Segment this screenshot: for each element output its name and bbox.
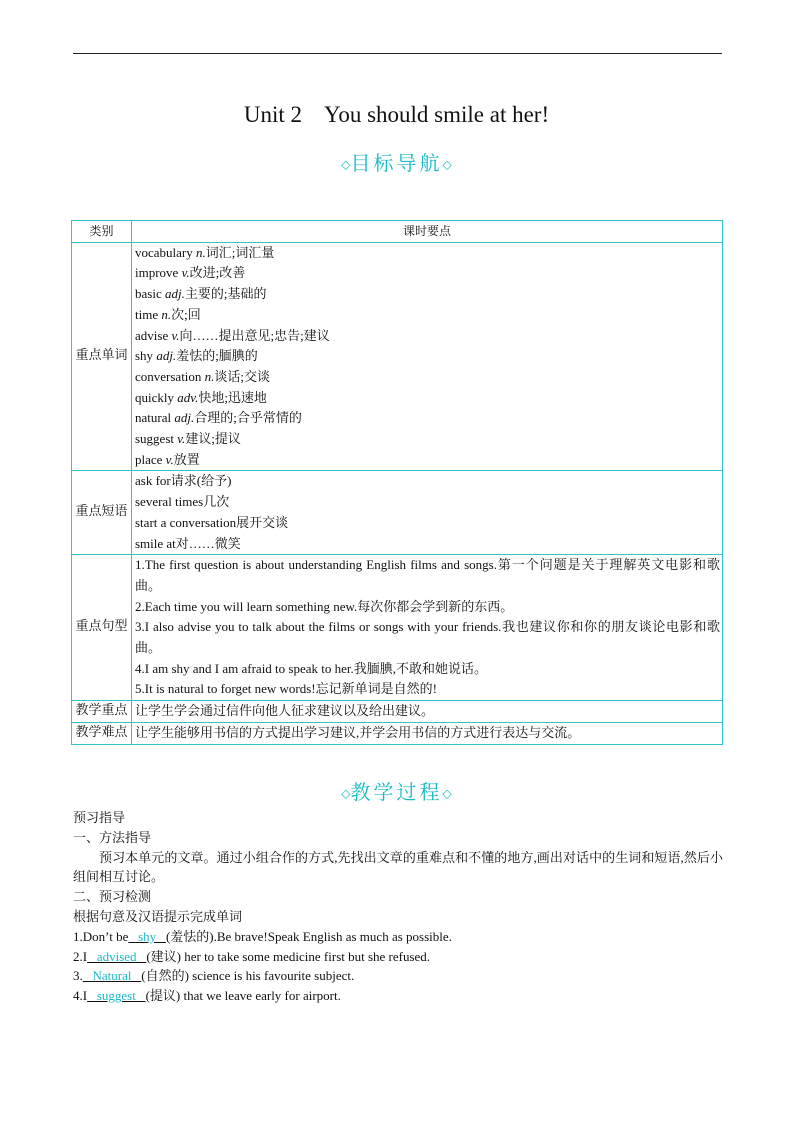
- exercise-answer: advised: [87, 948, 147, 964]
- word-item: [135, 284, 720, 305]
- word-item: [135, 346, 720, 367]
- word-term: suggest: [135, 431, 178, 447]
- difficulty-text: 让学生能够用书信的方式提出学习建议,并学会用书信的方式进行表达与交流。: [132, 722, 723, 744]
- check-title: 二、预习检测: [73, 889, 152, 905]
- sentence-item: 5.It is natural to forget new words!忘记新单词是自然的!: [135, 681, 437, 697]
- exercise-item: [73, 986, 723, 1006]
- word-meaning: 谈话;交谈: [214, 368, 271, 384]
- row-label-phrases: 重点短语: [72, 471, 132, 555]
- diamond-icon: ◇: [442, 157, 452, 172]
- method-text: 预习本单元的文章。通过小组合作的方式,先找出文章的重难点和不懂的地方,画出对话中的生词和短语,然后小组间相互讨论。: [73, 849, 723, 885]
- preview-heading: 预习指导: [73, 810, 126, 825]
- exercise-item: [73, 966, 723, 986]
- focus-text: 让学生学会通过信件向他人征求建议以及给出建议。: [132, 701, 723, 723]
- row-label-sentences: 重点句型: [72, 555, 132, 701]
- word-pos: adj.: [164, 286, 185, 302]
- table-row-sentences: [72, 555, 723, 701]
- word-meaning: 向……提出意见;忠告;建议: [179, 327, 330, 343]
- section-heading-goals-text: 目标导航: [350, 151, 443, 175]
- word-meaning: 合理的;合乎常情的: [194, 410, 302, 426]
- word-item: [135, 263, 720, 284]
- diamond-icon: ◇: [341, 786, 351, 801]
- table-row-difficulty: [72, 722, 723, 744]
- word-term: conversation: [135, 368, 205, 384]
- row-label-difficulty: 教学难点: [72, 722, 132, 744]
- word-term: quickly: [135, 389, 178, 405]
- word-meaning: 次;回: [171, 306, 201, 322]
- diamond-icon: ◇: [341, 157, 351, 172]
- exercise-instruction: 根据句意及汉语提示完成单词: [73, 908, 243, 924]
- word-term: shy: [135, 348, 157, 364]
- exercise-rest: (羞怯的).Be brave!Speak English as much as possible.: [165, 928, 452, 944]
- sentence-item: 1.The first question is about understanding English films and songs.第一个问题是关于理解英文电影和歌曲。: [135, 557, 720, 593]
- exercise-list: [73, 927, 723, 1006]
- word-pos: adj.: [174, 410, 195, 426]
- table-row-words: [72, 242, 723, 471]
- word-meaning: 改进;改善: [189, 265, 246, 281]
- word-term: natural: [135, 410, 175, 426]
- page-title: [0, 102, 793, 128]
- word-item: [135, 243, 720, 264]
- word-pos: n.: [196, 244, 206, 260]
- word-meaning: 快地;迅速地: [198, 389, 267, 405]
- preview-section: [73, 808, 723, 1006]
- phrase-item: ask for请求(给予): [135, 473, 232, 489]
- exercise-item: [73, 927, 723, 947]
- exercise-rest: (提议) that we leave early for airport.: [145, 988, 341, 1004]
- unit-label: Unit 2: [243, 102, 303, 127]
- word-item: [135, 408, 720, 429]
- table-header-row: [72, 221, 723, 243]
- header-points: 课时要点: [132, 221, 723, 243]
- word-meaning: 建议;提议: [185, 431, 241, 447]
- word-item: [135, 450, 720, 471]
- unit-title: You should smile at her!: [324, 102, 550, 127]
- phrase-item: several times几次: [135, 494, 230, 510]
- sentence-item: 3.I also advise you to talk about the films or songs with your friends.我也建议你和你的朋友谈论电影和歌曲。: [135, 619, 720, 656]
- word-item: [135, 388, 720, 409]
- word-pos: v.: [181, 265, 190, 281]
- exercise-answer: shy: [128, 928, 166, 944]
- word-meaning: 主要的;基础的: [184, 286, 267, 302]
- diamond-icon: ◇: [442, 786, 452, 801]
- exercise-prompt: 2.I: [73, 948, 88, 964]
- word-pos: n.: [161, 306, 172, 322]
- exercise-prompt: 3.: [73, 968, 83, 984]
- words-list: [132, 242, 723, 471]
- word-pos: adv.: [177, 389, 199, 405]
- word-pos: v.: [171, 327, 180, 343]
- section-heading-goals: [0, 147, 793, 176]
- word-pos: v.: [177, 431, 186, 447]
- section-heading-process: [0, 776, 793, 805]
- sentence-item: 4.I am shy and I am afraid to speak to her.我腼腆,不敢和她说话。: [135, 660, 488, 676]
- word-pos: v.: [165, 451, 174, 467]
- row-label-focus: 教学重点: [72, 701, 132, 723]
- table-row-focus: [72, 701, 723, 723]
- exercise-rest: (建议) her to take some medicine first but she refused.: [146, 948, 431, 964]
- word-term: improve: [135, 265, 182, 281]
- sentences-list: [132, 555, 723, 701]
- exercise-prompt: 1.Don’t be: [73, 928, 129, 944]
- word-term: basic: [135, 286, 165, 302]
- exercise-answer: Natural: [82, 968, 142, 984]
- table-row-phrases: [72, 471, 723, 555]
- word-item: [135, 326, 720, 347]
- word-term: place: [135, 451, 166, 467]
- word-item: [135, 429, 720, 450]
- section-heading-process-text: 教学过程: [350, 780, 443, 804]
- phrases-list: [132, 471, 723, 555]
- word-term: time: [135, 306, 162, 322]
- method-title: 一、方法指导: [73, 829, 152, 845]
- word-term: advise: [135, 327, 172, 343]
- lesson-points-table: [71, 220, 723, 745]
- exercise-rest: (自然的) science is his favourite subject.: [141, 968, 355, 984]
- word-pos: adj.: [156, 348, 177, 364]
- phrase-item: smile at对……微笑: [135, 535, 241, 551]
- word-meaning: 羞怯的;腼腆的: [176, 348, 258, 364]
- word-meaning: 词汇;词汇量: [205, 244, 275, 260]
- word-item: [135, 367, 720, 388]
- word-term: vocabulary: [135, 244, 197, 260]
- word-item: [135, 305, 720, 326]
- sentence-item: 2.Each time you will learn something new.每次你都会学到新的东西。: [135, 598, 514, 614]
- header-rule: [73, 53, 722, 54]
- phrase-item: start a conversation展开交谈: [135, 514, 289, 530]
- header-category: 类别: [72, 221, 132, 243]
- word-meaning: 放置: [173, 451, 200, 467]
- exercise-answer: suggest: [87, 988, 146, 1004]
- exercise-prompt: 4.I: [73, 988, 88, 1004]
- word-pos: n.: [204, 368, 215, 384]
- exercise-item: [73, 947, 723, 967]
- row-label-words: 重点单词: [72, 242, 132, 471]
